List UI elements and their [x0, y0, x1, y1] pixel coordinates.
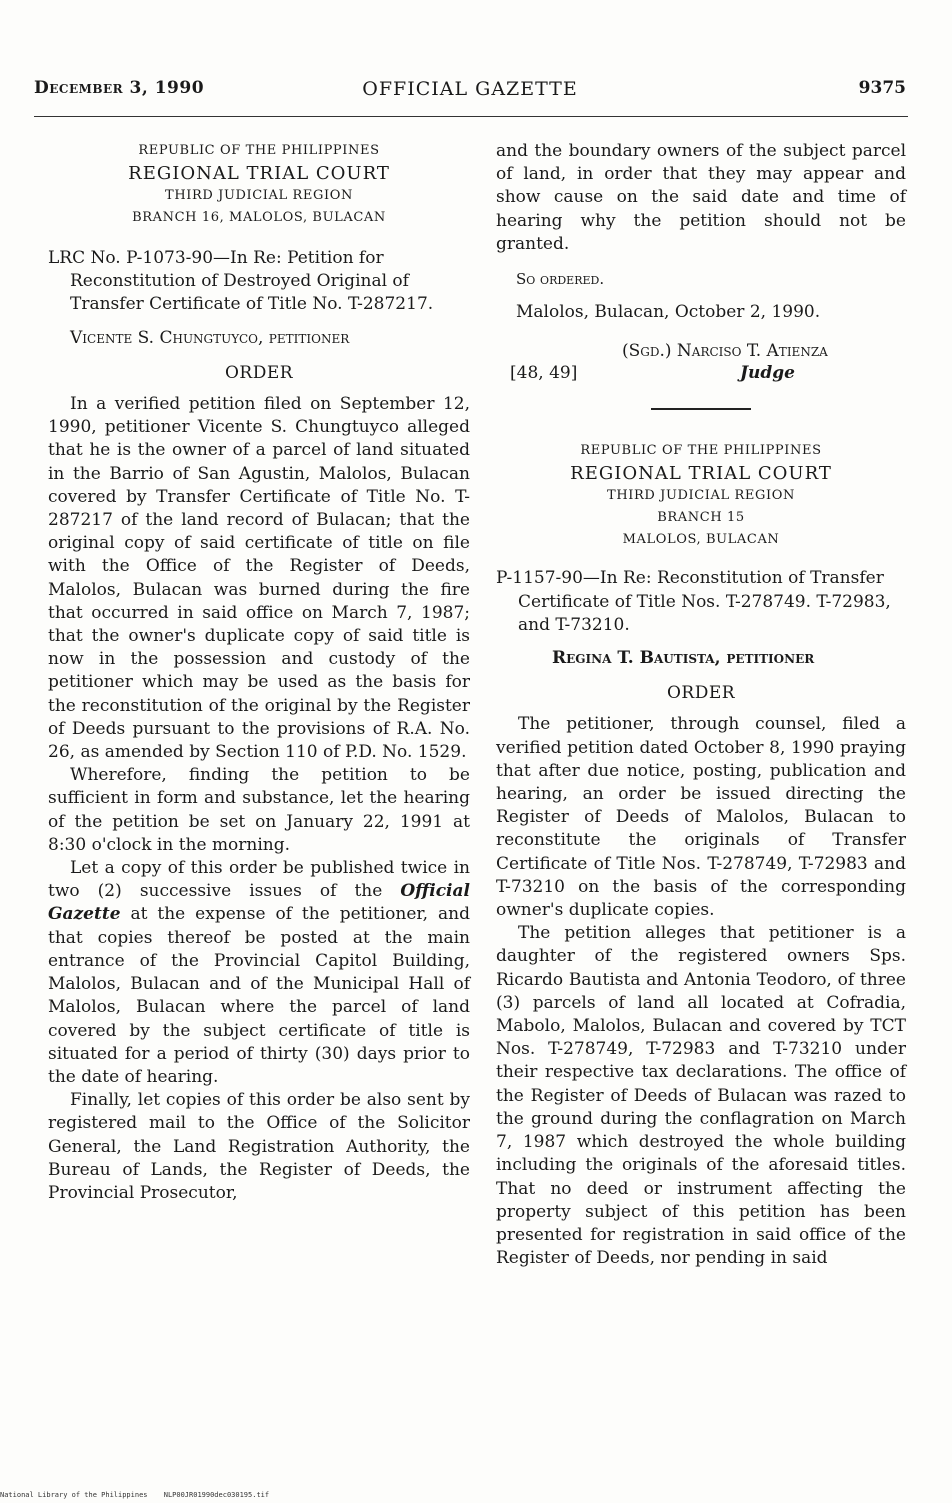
- so-ordered: So ordered.: [516, 270, 605, 289]
- republic-line: REPUBLIC OF THE PHILIPPINES: [580, 443, 822, 459]
- republic-line: REPUBLIC OF THE PHILIPPINES: [138, 143, 380, 158]
- location-line: MALOLOS, BULACAN: [622, 532, 780, 548]
- order-heading: ORDER: [666, 683, 736, 704]
- header-title: OFFICIAL GAZETTE: [362, 78, 578, 100]
- signatory: (Sgd.) Narciso T. Atienza: [622, 341, 828, 362]
- library-credit: National Library of the Philippines: [0, 1491, 148, 1499]
- region-line: THIRD JUDICIAL REGION: [165, 188, 353, 203]
- order-paragraph: Finally, let copies of this order be also sent by registered mail to the Office of the Solicitor General, the Land Registration Authority, the Bureau of Lands, the Register of Deeds, the Provincial Prosecutor,: [48, 1090, 470, 1203]
- running-header: [34, 78, 906, 106]
- order-heading: ORDER: [224, 362, 294, 383]
- paragraph-text: Let a copy of this order be published twice in two (2) successive issues of the: [48, 858, 470, 902]
- order-paragraph: The petition alleges that petitioner is a daughter of the registered owners Sps. Ricardo Bautista and Antonia Teodoro, of three (3) parcels of land all located at Cofradia, Mabolo, Malolos, Bulacan and covered by TCT Nos. T-278749, T-72983 and T-73210 under their respective tax declarations. The office of the Register of Deeds of Bulacan was razed to the ground during the conflagration on March 7, 1987 which destroyed the whole building including the originals of the aforesaid titles. That no deed or instrument affecting the property subject of this petition has been presented for registration in said office of the Register of Deeds, nor pending in said: [496, 923, 906, 1269]
- section-divider: [651, 408, 751, 410]
- header-rule: [34, 116, 908, 117]
- order-paragraph: The petitioner, through counsel, filed a verified petition dated October 8, 1990 praying that after due notice, posting, publication and hearing, an order be issued directing the Register of Deeds of Malolos, Bulacan to reconstitute the originals of Transfer Certificate of Title Nos. T-278749, T-72983 and T-73210 on the basis of the corresponding owner's duplicate copies.: [496, 714, 906, 921]
- place-date: Malolos, Bulacan, October 2, 1990.: [516, 302, 821, 323]
- court-heading: [496, 440, 906, 551]
- case-title: LRC No. P-1073-90—In Re: Petition for Reconstitution of Destroyed Original of Transfer Certificate of Title No. T-287217.: [48, 248, 434, 315]
- petitioner-line: Regina T. Bautista, petitioner: [552, 648, 815, 669]
- left-column: [48, 140, 470, 1205]
- order-paragraph: In a verified petition filed on September 12, 1990, petitioner Vicente S. Chungtuyco alleged that he is the owner of a parcel of land situated in the Barrio of San Agustin, Malolos, Bulacan covered by Transfer Certificate of Title No. T-287217 of the land record of Bulacan; that the original copy of said certificate of title on file with the Office of the Register of Deeds, Malolos, Bulacan was burned during the fire that occurred in said office on March 7, 1987; that the owner's duplicate copy of said title is now in the possession and custody of the petitioner which may be used as the basis for the reconstitution of the original by the Register of Deeds pursuant to the provisions of R.A. No. 26, as amended by Section 110 of P.D. No. 1529.: [48, 394, 470, 763]
- case-title: P-1157-90—In Re: Reconstitution of Transfer Certificate of Title Nos. T-278749. T-72983, and T-73210.: [496, 568, 891, 635]
- issue-reference: [48, 49]: [510, 363, 578, 384]
- paragraph-text: at the expense of the petitioner, and that copies thereof be posted at the main entrance of the Provincial Capitol Building, Malolos, Bulacan and of the Municipal Hall of Malolos, Bulacan where the parcel of land covered by the subject certificate of title is situated for a period of thirty (30) days prior to the date of hearing.: [48, 904, 471, 1087]
- region-line: THIRD JUDICIAL REGION: [607, 488, 795, 504]
- file-name: NLP00JR01990dec030195.tif: [163, 1491, 270, 1499]
- court-name: REGIONAL TRIAL COURT: [570, 463, 832, 485]
- court-heading: [48, 140, 470, 229]
- signature-block: [496, 340, 906, 390]
- order-paragraph: [48, 857, 470, 1089]
- branch-line: BRANCH 16, MALOLOS, BULACAN: [132, 210, 386, 225]
- judge-title: Judge: [740, 363, 795, 384]
- order-paragraph: and the boundary owners of the subject parcel of land, in order that they may appear and show cause on the said date and time of hearing why the petition should not be granted.: [496, 141, 906, 254]
- gazette-name: Official Gazette: [48, 881, 470, 925]
- order-paragraph: Wherefore, finding the petition to be sufficient in form and substance, let the hearing of the petition be set on January 22, 1991 at 8:30 o'clock in the morning.: [48, 765, 470, 855]
- page-number: 9375: [858, 78, 906, 98]
- header-date: December 3, 1990: [34, 78, 205, 98]
- right-column: [496, 140, 906, 1270]
- court-name: REGIONAL TRIAL COURT: [128, 163, 390, 184]
- branch-line: BRANCH 15: [657, 510, 745, 526]
- scan-footer: [0, 1491, 281, 1499]
- petitioner-line: Vicente S. Chungtuyco, petitioner: [70, 327, 350, 348]
